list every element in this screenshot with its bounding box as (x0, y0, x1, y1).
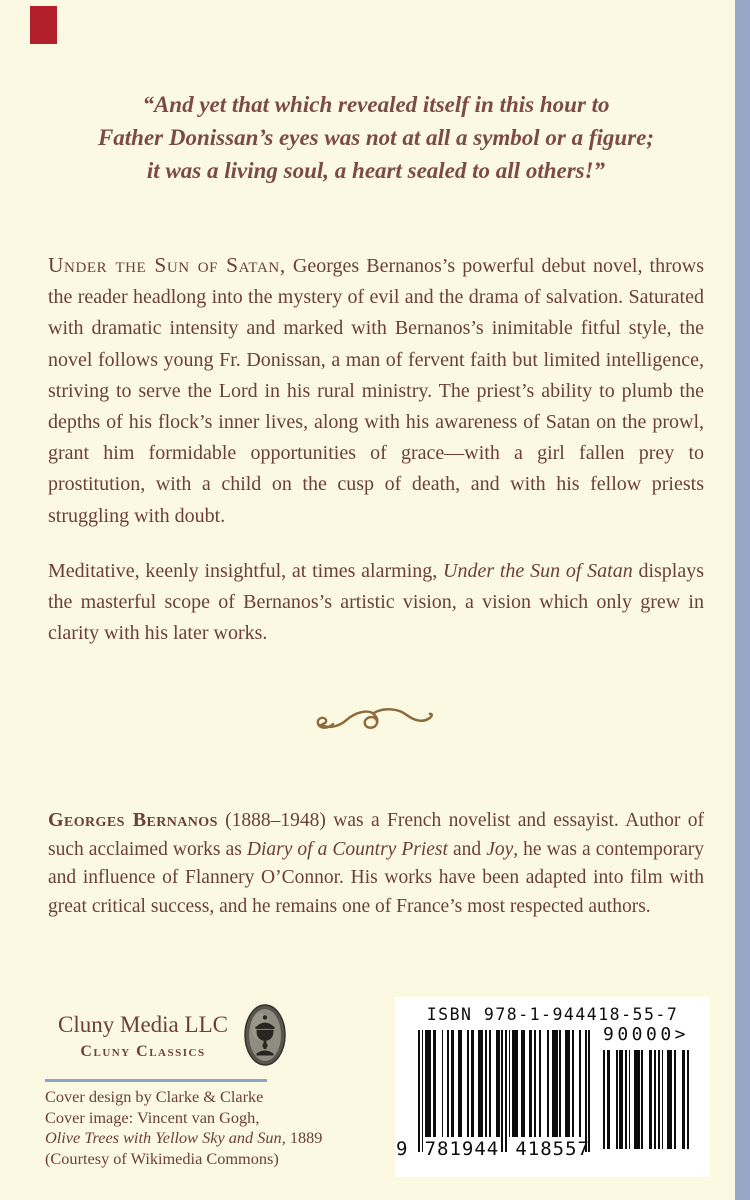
barcode-digits-right-group: 418557 (515, 1138, 590, 1160)
calligraphic-flourish-icon (314, 701, 438, 743)
text-segment: and (447, 838, 487, 860)
synopsis-paragraph-1 (48, 250, 704, 532)
ean13-barcode (418, 1030, 590, 1152)
barcode-bar (687, 1050, 689, 1149)
text-segment: Diary of a Country Priest (246, 838, 448, 860)
text-segment: (1888–1948) was a French novelist and essayist. Author of such acclaimed works as (48, 810, 704, 860)
publisher-block (45, 1012, 241, 1061)
price-add-on-code: 90000> (603, 1024, 690, 1045)
epigraph-line: “And yet that which revealed itself in this hour to (142, 92, 610, 117)
barcode-digit-lead: 9 (396, 1138, 409, 1160)
text-segment: Georges Bernanos (48, 809, 218, 832)
book-edge-strip (735, 0, 750, 1200)
epigraph-quote (48, 88, 704, 187)
cover-text-column (48, 88, 704, 941)
text-segment: , he was a contemporary and influence of Flannery O’Connor. His works have been adapted into film with great critical success, and he remains one of France’s most respected authors. (48, 838, 704, 917)
text-segment: Under the Sun of Satan, (48, 253, 286, 277)
artwork-title: Olive Trees with Yellow Sky and Sun (45, 1128, 282, 1148)
barcode-panel (395, 997, 710, 1177)
barcode-bar (588, 1030, 590, 1152)
text-segment: Georges Bernanos’s powerful debut novel, throws the reader headlong into the mystery of evil and the drama of salvation. Saturated with dramatic intensity and marked with Bernanos’s inimitable fitful style, the novel follows young Fr. Donissan, a man of fervent faith but limited intelligence, striving to serve the Lord in his rural ministry. The priest’s ability to plumb the depths of his flock’s inner lives, along with his awareness of Satan on the prowl, grant him formidable opportunities of grace—with a girl fallen prey to prostitution, with a child on the cusp of death, and with his fellow priests struggling with doubt. (48, 255, 704, 527)
artwork-year: , 1889 (281, 1128, 323, 1148)
barcode-digits-left-group: 781944 (424, 1138, 500, 1160)
barcode-digits (396, 1138, 590, 1160)
ean5-supplement-barcode (603, 1050, 689, 1149)
author-bio (48, 806, 704, 921)
text-segment: Joy (486, 838, 514, 860)
synopsis-paragraph-2 (48, 556, 704, 650)
chalice-medallion-icon (244, 1004, 286, 1066)
credit-artwork (45, 1128, 375, 1149)
red-corner-mark (30, 6, 57, 44)
credit-design: Cover design by Clarke & Clarke (45, 1087, 264, 1106)
text-segment: Meditative, keenly insightful, at times alarming, (48, 559, 444, 582)
flourish-divider (48, 701, 704, 748)
publisher-name: Cluny Media LLC (58, 1012, 228, 1037)
credits-block (45, 1087, 375, 1169)
epigraph-line: it was a living soul, a heart sealed to all others!” (146, 158, 606, 183)
publisher-divider-rule (45, 1079, 267, 1082)
text-segment: Under the Sun of Satan (443, 559, 633, 582)
epigraph-line: Father Donissan’s eyes was not at all a symbol or a figure; (97, 125, 655, 150)
publisher-imprint: Cluny Classics (80, 1043, 206, 1060)
credit-image: Cover image: Vincent van Gogh, (45, 1107, 260, 1127)
isbn-number: ISBN 978-1-944418-55-7 (426, 1005, 679, 1024)
text-segment: displays the masterful scope of Bernanos’s artistic vision, a vision which only grew in clarity with his later works. (48, 559, 705, 645)
credit-courtesy: (Courtesy of Wikimedia Commons) (45, 1148, 279, 1168)
